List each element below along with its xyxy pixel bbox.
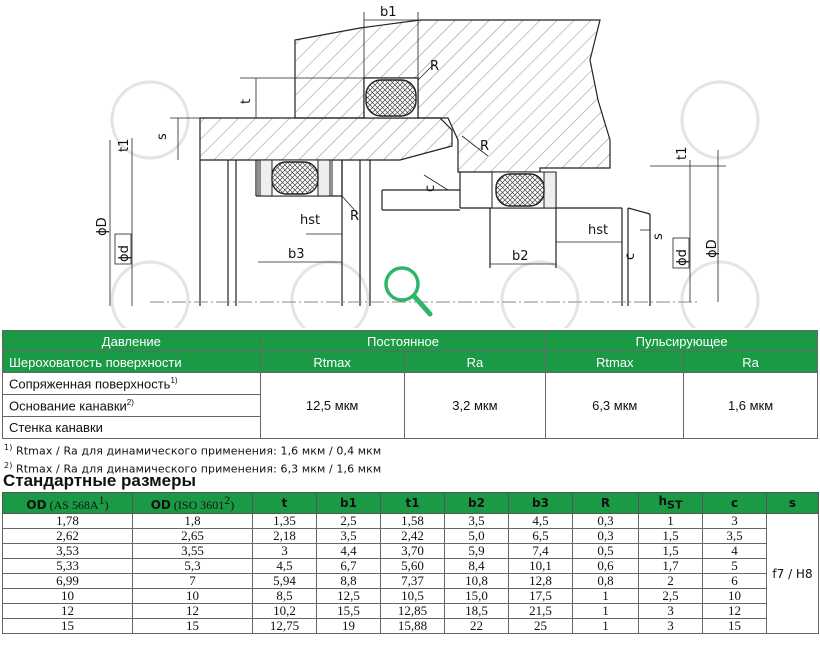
cell-c: 15 bbox=[703, 619, 767, 634]
magnifier-icon[interactable] bbox=[380, 262, 436, 320]
cell-t: 2,18 bbox=[253, 529, 317, 544]
cell-t1: 1,58 bbox=[381, 514, 445, 529]
cell-t: 4,5 bbox=[253, 559, 317, 574]
cell-od-iso: 2,65 bbox=[133, 529, 253, 544]
standard-sizes-table bbox=[2, 492, 819, 634]
dim-s-left: s bbox=[155, 133, 170, 140]
header-t1: t1 bbox=[381, 493, 445, 514]
dim-d-left: ϕd bbox=[117, 245, 132, 262]
groove-base-label: Основание канавки$^{2)}$ bbox=[3, 395, 261, 417]
cell-t1: 15,88 bbox=[381, 619, 445, 634]
dim-r-left-groove: R bbox=[350, 209, 360, 224]
oring-left bbox=[272, 162, 318, 194]
cell-s: f7 / H8 bbox=[767, 514, 819, 634]
cell-b2: 5,9 bbox=[445, 544, 509, 559]
cell-r: 0,6 bbox=[573, 559, 639, 574]
oring-right bbox=[496, 174, 544, 206]
cell-b3: 12,8 bbox=[509, 574, 573, 589]
header-b1: b1 bbox=[317, 493, 381, 514]
value-rtmax-pulsating: 6,3 мкм bbox=[546, 373, 684, 439]
cell-od-as: 5,33 bbox=[3, 559, 133, 574]
cell-hst: 2,5 bbox=[639, 589, 703, 604]
table-row bbox=[3, 574, 819, 589]
cell-b2: 8,4 bbox=[445, 559, 509, 574]
cell-od-iso: 5,3 bbox=[133, 559, 253, 574]
cell-b2: 5,0 bbox=[445, 529, 509, 544]
cell-b3: 25 bbox=[509, 619, 573, 634]
cell-hst: 2 bbox=[639, 574, 703, 589]
dim-b3: b3 bbox=[288, 247, 305, 262]
header-s: s bbox=[767, 493, 819, 514]
surface-label: Сопряженная поверхность$^{1)}$ bbox=[3, 373, 261, 395]
roughness-ra-1: Ra bbox=[404, 352, 546, 373]
rod bbox=[200, 118, 452, 160]
pressure-row bbox=[3, 331, 818, 352]
header-row bbox=[3, 493, 819, 514]
header-c: c bbox=[703, 493, 767, 514]
cell-od-iso: 1,8 bbox=[133, 514, 253, 529]
cell-hst: 3 bbox=[639, 604, 703, 619]
section-title: Стандартные размеры bbox=[3, 471, 197, 490]
footnote-2: $^{2)}$ Rtmax / Ra для динамического применения: 6,3 мкм / 1,6 мкм bbox=[4, 460, 382, 476]
roughness-rtmax-1: Rtmax bbox=[260, 352, 404, 373]
cell-hst: 1 bbox=[639, 514, 703, 529]
cell-od-as: 10 bbox=[3, 589, 133, 604]
value-rtmax-constant: 12,5 мкм bbox=[260, 373, 404, 439]
pressure-constant: Постоянное bbox=[260, 331, 546, 352]
header-od-iso: OD (ISO 3601$^2$) bbox=[133, 493, 253, 514]
cell-b3: 10,1 bbox=[509, 559, 573, 574]
roughness-ra-2: Ra bbox=[684, 352, 818, 373]
header-od-as: OD (AS $568A^1$) bbox=[3, 493, 133, 514]
cell-c: 3 bbox=[703, 514, 767, 529]
dim-c-right: c bbox=[623, 252, 638, 260]
dim-hst-right: hst bbox=[588, 223, 609, 238]
cell-b2: 22 bbox=[445, 619, 509, 634]
cell-t1: 12,85 bbox=[381, 604, 445, 619]
cell-hst: 1,5 bbox=[639, 544, 703, 559]
value-ra-constant: 3,2 мкм bbox=[404, 373, 546, 439]
dim-t1-right: t1 bbox=[675, 146, 690, 160]
cell-t1: 7,37 bbox=[381, 574, 445, 589]
cell-r: 1 bbox=[573, 604, 639, 619]
dim-D-left: ϕD bbox=[95, 217, 110, 236]
dim-s-right: s bbox=[651, 233, 666, 240]
cell-b3: 7,4 bbox=[509, 544, 573, 559]
cell-r: 0,5 bbox=[573, 544, 639, 559]
cell-c: 3,5 bbox=[703, 529, 767, 544]
table-row bbox=[3, 619, 819, 634]
table-row bbox=[3, 529, 819, 544]
cell-c: 5 bbox=[703, 559, 767, 574]
cell-od-iso: 12 bbox=[133, 604, 253, 619]
dim-D-right: ϕD bbox=[705, 239, 720, 258]
cell-od-as: 6,99 bbox=[3, 574, 133, 589]
header-r: R bbox=[573, 493, 639, 514]
cell-b2: 15,0 bbox=[445, 589, 509, 604]
header-b3: b3 bbox=[509, 493, 573, 514]
dim-b2: b2 bbox=[512, 249, 529, 264]
cell-od-as: 3,53 bbox=[3, 544, 133, 559]
cell-b2: 10,8 bbox=[445, 574, 509, 589]
cell-r: 0,8 bbox=[573, 574, 639, 589]
cell-c: 6 bbox=[703, 574, 767, 589]
cell-od-as: 2,62 bbox=[3, 529, 133, 544]
cell-b1: 2,5 bbox=[317, 514, 381, 529]
cell-t1: 3,70 bbox=[381, 544, 445, 559]
cell-r: 1 bbox=[573, 619, 639, 634]
dim-t1-left: t1 bbox=[117, 138, 132, 152]
cell-od-iso: 7 bbox=[133, 574, 253, 589]
cell-od-as: 15 bbox=[3, 619, 133, 634]
cell-t1: 2,42 bbox=[381, 529, 445, 544]
table-row bbox=[3, 544, 819, 559]
cell-t: 1,35 bbox=[253, 514, 317, 529]
cell-b1: 12,5 bbox=[317, 589, 381, 604]
roughness-label: Шероховатость поверхности bbox=[3, 352, 261, 373]
cell-od-iso: 3,55 bbox=[133, 544, 253, 559]
roughness-row bbox=[3, 352, 818, 373]
cell-t: 8,5 bbox=[253, 589, 317, 604]
cell-od-iso: 10 bbox=[133, 589, 253, 604]
table-row bbox=[3, 589, 819, 604]
cell-t1: 5,60 bbox=[381, 559, 445, 574]
cell-od-as: 1,78 bbox=[3, 514, 133, 529]
cell-t: 10,2 bbox=[253, 604, 317, 619]
pressure-label: Давление bbox=[3, 331, 261, 352]
cell-b3: 21,5 bbox=[509, 604, 573, 619]
header-t: t bbox=[253, 493, 317, 514]
oring-top bbox=[366, 80, 416, 116]
cell-c: 4 bbox=[703, 544, 767, 559]
cell-b1: 6,7 bbox=[317, 559, 381, 574]
dim-d-right: ϕd bbox=[675, 249, 690, 266]
table-row bbox=[3, 373, 818, 395]
dim-b1: b1 bbox=[380, 5, 397, 20]
cell-c: 10 bbox=[703, 589, 767, 604]
cell-b3: 6,5 bbox=[509, 529, 573, 544]
cell-b1: 8,8 bbox=[317, 574, 381, 589]
cell-t: 12,75 bbox=[253, 619, 317, 634]
cell-b2: 18,5 bbox=[445, 604, 509, 619]
roughness-rtmax-2: Rtmax bbox=[546, 352, 684, 373]
cell-c: 12 bbox=[703, 604, 767, 619]
table-row bbox=[3, 604, 819, 619]
table-row bbox=[3, 514, 819, 529]
cell-t: 5,94 bbox=[253, 574, 317, 589]
value-ra-pulsating: 1,6 мкм bbox=[684, 373, 818, 439]
cell-b3: 17,5 bbox=[509, 589, 573, 604]
cell-b3: 4,5 bbox=[509, 514, 573, 529]
cell-t1: 10,5 bbox=[381, 589, 445, 604]
cell-hst: 1,7 bbox=[639, 559, 703, 574]
dim-t: t bbox=[239, 98, 254, 104]
cell-hst: 1,5 bbox=[639, 529, 703, 544]
cell-b2: 3,5 bbox=[445, 514, 509, 529]
roughness-table bbox=[2, 330, 818, 439]
cell-b1: 4,4 bbox=[317, 544, 381, 559]
cell-od-iso: 15 bbox=[133, 619, 253, 634]
dim-r-top: R bbox=[430, 59, 440, 74]
cell-b1: 3,5 bbox=[317, 529, 381, 544]
cell-od-as: 12 bbox=[3, 604, 133, 619]
dim-hst-left: hst bbox=[300, 213, 321, 228]
cell-r: 0,3 bbox=[573, 514, 639, 529]
header-hst: $h_{ST}$ bbox=[639, 493, 703, 514]
cell-r: 0,3 bbox=[573, 529, 639, 544]
pressure-pulsating: Пульсирующее bbox=[546, 331, 818, 352]
cell-b1: 15,5 bbox=[317, 604, 381, 619]
cell-r: 1 bbox=[573, 589, 639, 604]
header-b2: b2 bbox=[445, 493, 509, 514]
groove-wall-label: Стенка канавки bbox=[3, 417, 261, 439]
dim-r-mid: R bbox=[480, 139, 490, 154]
table-row bbox=[3, 559, 819, 574]
cell-t: 3 bbox=[253, 544, 317, 559]
cell-hst: 3 bbox=[639, 619, 703, 634]
cell-b1: 19 bbox=[317, 619, 381, 634]
footnote-1: $^{1)}$ Rtmax / Ra для динамического применения: 1,6 мкм / 0,4 мкм bbox=[4, 443, 382, 458]
dim-c-mid: c bbox=[423, 184, 438, 192]
